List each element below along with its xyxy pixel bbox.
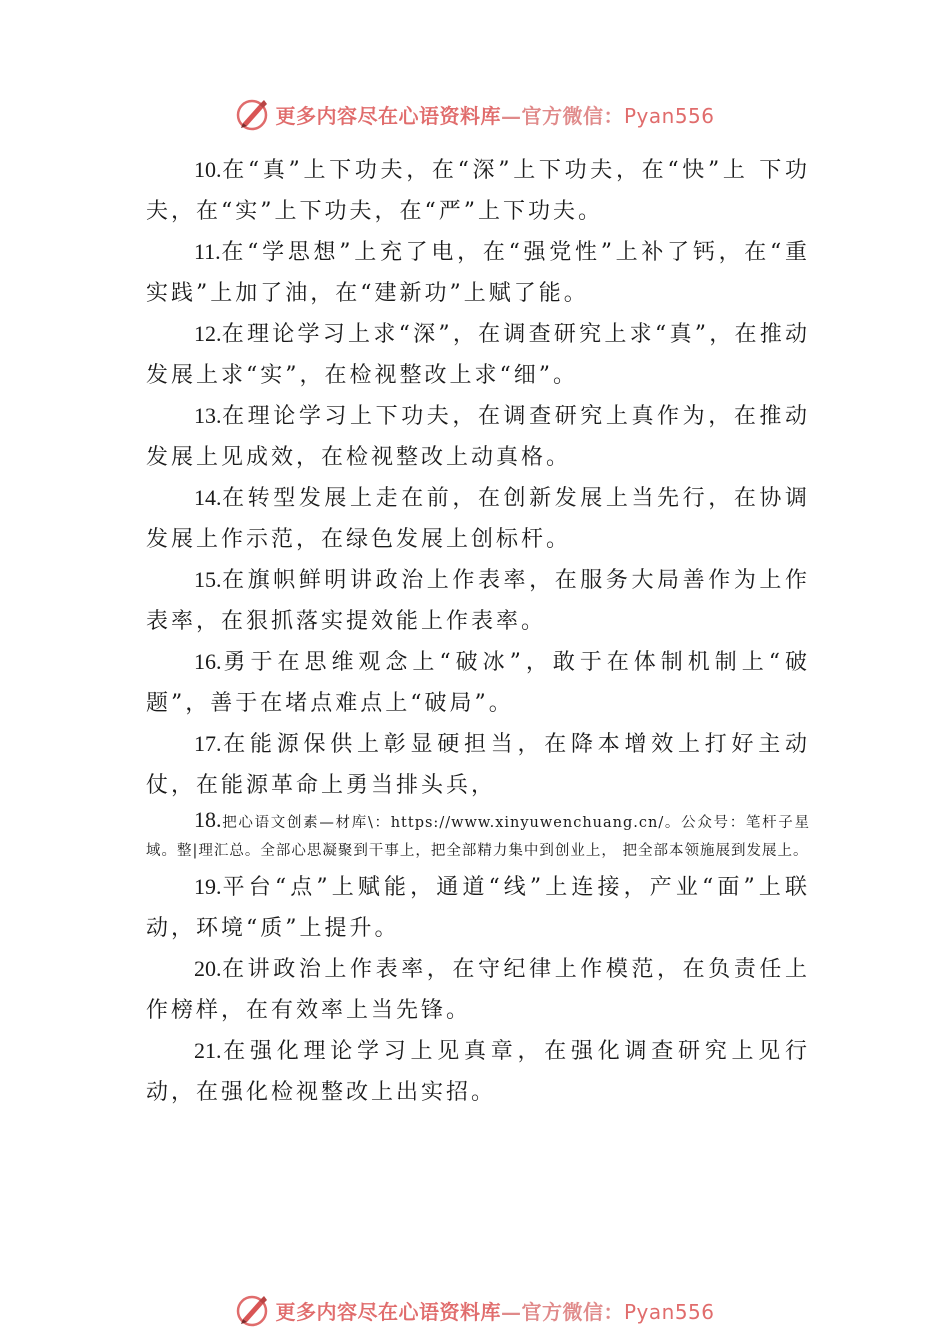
pen-logo-icon [235, 1292, 271, 1328]
list-item: 21.在强化理论学习上见真章，在强化调查研究上见行动，在强化检视整改上出实招。 [146, 1038, 810, 1105]
list-item: 10.在“真”上下功夫，在“深”上下功夫，在“快”上 下功夫，在“实”上下功夫，在“严”上下功夫。 [146, 157, 810, 224]
list-item: 17.在能源保供上彰显硬担当，在降本增效上打好主动仗，在能源革命上勇当排头兵， [146, 731, 810, 798]
banner-main: 更多内容尽在心语资料库 [275, 1299, 501, 1324]
banner-wechat-id: Pyan556 [623, 1299, 715, 1324]
banner-text [275, 100, 714, 129]
list-item: 13.在理论学习上下功夫，在调查研究上真作为，在推动发展上见成效，在检视整改上动真格。 [146, 403, 810, 470]
list-item: 20.在讲政治上作表率，在守纪律上作模范，在负责任上作榜样，在有效率上当先锋。 [146, 956, 810, 1023]
document-body [146, 150, 810, 1113]
banner-sub: —官方微信： [500, 103, 624, 128]
banner-sub: —官方微信： [500, 1299, 624, 1324]
header-banner [0, 94, 950, 134]
list-item: 16.勇于在思维观念上“破冰”，敢于在体制机制上“破题”，善于在堵点难点上“破局”。 [146, 649, 810, 716]
list-item: 19.平台“点”上赋能，通道“线”上连接，产业“面”上联动，环境“质”上提升。 [146, 874, 810, 941]
list-item: 15.在旗帜鲜明讲政治上作表率，在服务大局善作为上作表率，在狠抓落实提效能上作表率。 [146, 567, 810, 634]
list-item: 12.在理论学习上求“深”，在调查研究上求“真”，在推动发展上求“实”，在检视整改上求“细”。 [146, 321, 810, 388]
list-item-watermark: 18.把心语文创素—材库\：https://www.xinyuwenchuang.cn/。公众号：笔杆子星域。整|理汇总。全部心思凝聚到干事上，把全部精力集中到创业上， 把全部本领施展到发展上。 [146, 807, 810, 859]
pen-logo-icon [235, 96, 271, 132]
list-item: 14.在转型发展上走在前，在创新发展上当先行，在协调发展上作示范，在绿色发展上创标杆。 [146, 485, 810, 552]
footer-banner [0, 1290, 950, 1330]
banner-main: 更多内容尽在心语资料库 [275, 103, 501, 128]
list-item: 11.在“学思想”上充了电，在“强党性”上补了钙，在“重实践”上加了油，在“建新功”上赋了能。 [146, 239, 810, 306]
banner-wechat-id: Pyan556 [623, 103, 715, 128]
banner-text [275, 1296, 714, 1325]
